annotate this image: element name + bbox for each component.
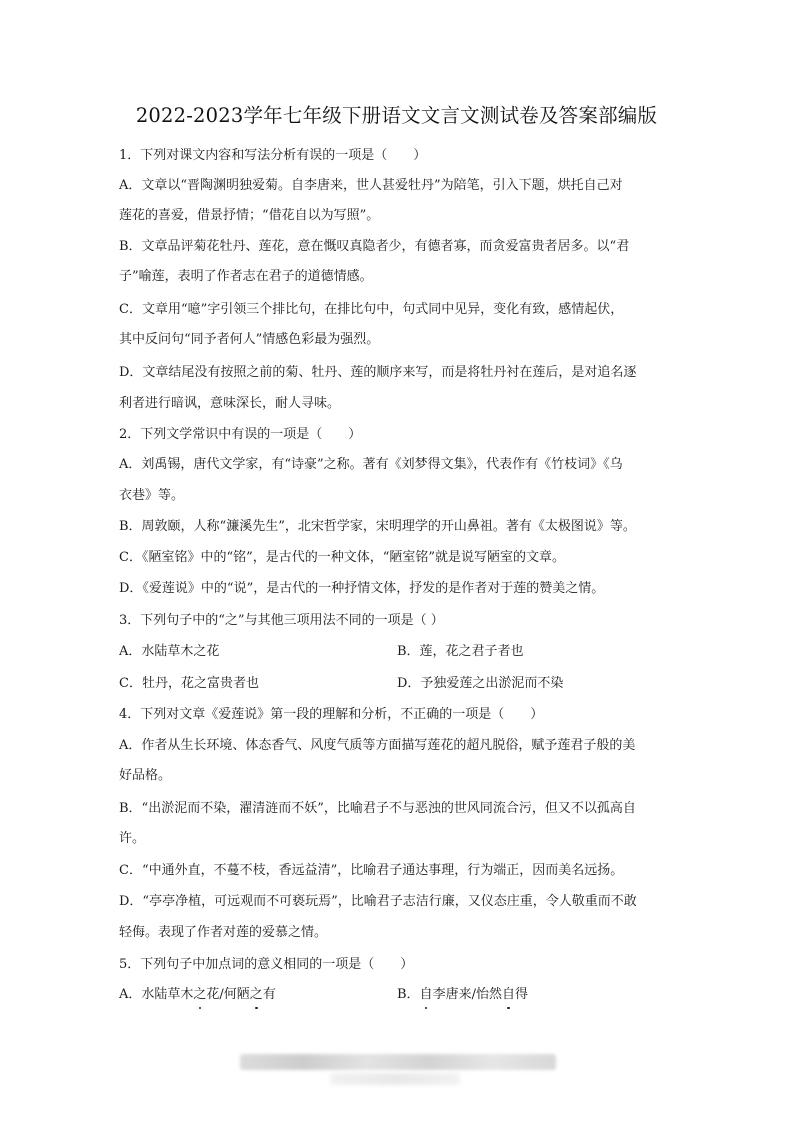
- option-a-prefix: A．水陆草木: [119, 987, 194, 1002]
- question-4-option-a-line2: 好品格。: [119, 768, 172, 783]
- question-5-stem: 5．下列句子中加点词的意义相同的一项是（ ）: [119, 957, 414, 972]
- dotted-char: 自: [501, 987, 515, 1002]
- option-b-prefix: B．: [397, 987, 420, 1002]
- question-3-option-c: C．牡丹，花之富贵者也: [119, 676, 259, 691]
- question-1-option-a-line2: 莲花的喜爱，借景抒情；“借花自以为写照”。: [119, 208, 380, 223]
- question-4-option-c: C．“中通外直，不蔓不枝，香远益清”，比喻君子通达事理，行为端正，因而美名远扬。: [119, 863, 624, 878]
- question-1-option-d-line1: D．文章结尾没有按照之前的菊、牡丹、莲的顺序来写，而是将牡丹衬在莲后，是对追名逐: [119, 365, 637, 380]
- option-a-suffix: 有: [262, 987, 276, 1002]
- question-3-option-a: A．水陆草木之花: [119, 644, 220, 659]
- option-b-middle: 李唐来/怡然: [432, 987, 502, 1002]
- question-2-stem: 2．下列文学常识中有误的一项是（ ）: [119, 427, 362, 442]
- option-a-middle: 花/何陋: [206, 987, 250, 1002]
- question-1-option-c-line2: 其中反问句“同予者何人”情感色彩最为强烈。: [119, 332, 380, 347]
- question-1-option-a-line1: A．文章以“晋陶渊明独爱菊。自李唐来，世人甚爱牡丹”为陪笔，引入下题，烘托自己对: [119, 178, 623, 193]
- question-1-stem: 1．下列对课文内容和写法分析有误的一项是（ ）: [119, 148, 427, 163]
- question-2-option-a-line2: 衣巷》等。: [119, 488, 185, 503]
- question-4-option-d-line2: 轻侮。表现了作者对莲的爱慕之情。: [119, 925, 328, 940]
- question-1-option-d-line2: 利者进行暗讽，意味深长，耐人寻味。: [119, 396, 341, 411]
- question-2-option-a-line1: A．刘禹锡，唐代文学家，有“诗豪”之称。著有《刘梦得文集》，代表作有《竹枝词》《乌: [119, 457, 623, 472]
- question-4-option-d-line1: D．“亭亭净植，可远观而不可亵玩焉”，比喻君子志洁行廉，又仪态庄重，令人敬重而不敢: [119, 894, 637, 909]
- question-2-option-b: B．周敦颐，人称“濂溪先生”，北宋哲学家，宋明理学的开山鼻祖。著有《太极图说》等。: [119, 519, 636, 534]
- question-2-option-d: D．《爱莲说》中的“说”，是古代的一种抒情文体，抒发的是作者对于莲的赞美之情。: [119, 581, 605, 596]
- blurred-footer-watermark: [240, 1054, 556, 1070]
- dotted-char: 自: [419, 987, 433, 1002]
- question-2-option-c: C．《陋室铭》中的“铭”，是古代的一种文体，“陋室铭”就是说写陋室的文章。: [119, 550, 566, 565]
- question-4-stem: 4．下列对文章《爱莲说》第一段的理解和分析，不正确的一项是（ ）: [119, 707, 544, 722]
- question-1-option-c-line1: C．文章用“噫”字引领三个排比句，在排比句中，句式同中见异，变化有致，感情起伏，: [119, 302, 624, 317]
- question-4-option-b-line2: 许。: [119, 831, 146, 846]
- question-3-option-b: B．莲，花之君子者也: [397, 644, 524, 659]
- question-4-option-b-line1: B．“出淤泥而不染，濯清涟而不妖”，比喻君子不与恶浊的世风同流合污，但又不以孤高自: [119, 801, 636, 816]
- question-3-option-d: D．予独爱莲之出淤泥而不染: [397, 676, 564, 691]
- dotted-char: 之: [249, 987, 263, 1002]
- question-1-option-b-line2: 子”喻莲，表明了作者志在君子的道德情感。: [119, 269, 373, 284]
- page-title: 2022-2023学年七年级下册语文文言文测试卷及答案部编版: [135, 104, 658, 127]
- question-5-option-a: [119, 986, 276, 1004]
- option-b-suffix: 得: [514, 987, 528, 1002]
- question-1-option-b-line1: B．文章品评菊花牡丹、莲花，意在慨叹真隐者少，有德者寡，而贪爱富贵者居多。以“君: [119, 239, 630, 254]
- question-4-option-a-line1: A．作者从生长环境、体态香气、风度气质等方面描写莲花的超凡脱俗，赋予莲君子般的美: [119, 738, 636, 753]
- blurred-footer-watermark-sub: [330, 1073, 460, 1085]
- question-5-option-b: [397, 986, 528, 1004]
- dotted-char: 之: [193, 987, 207, 1002]
- question-3-stem: 3．下列句子中的“之”与其他三项用法不同的一项是（ ）: [119, 613, 444, 628]
